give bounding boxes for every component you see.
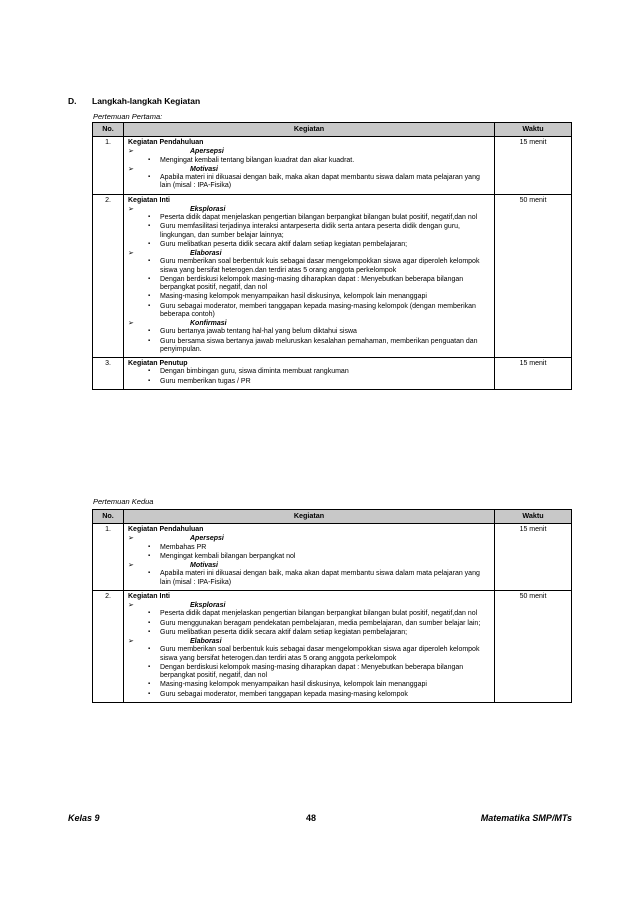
- square-bullet-icon: ▪: [148, 337, 151, 344]
- sub-phase-title: Konfirmasi: [190, 320, 227, 327]
- list-item: [148, 338, 490, 355]
- sub-phase: [128, 535, 490, 543]
- row-number: 2.: [93, 194, 124, 358]
- item-text: Apabila materi ini dikuasai dengan baik, maka akan dapat membantu siswa dalam mata pelajaran yang lain (misal : IPA-Fisika): [160, 174, 480, 190]
- row-number: 1.: [93, 137, 124, 195]
- table-header-row: [93, 123, 572, 137]
- row-time: 15 menit: [495, 137, 572, 195]
- list-item: [148, 293, 490, 301]
- header-no: No.: [93, 510, 124, 524]
- square-bullet-icon: ▪: [148, 681, 151, 688]
- table-row: [93, 590, 572, 702]
- item-text: Guru sebagai moderator, memberi tanggapan kepada masing-masing kelompok: [160, 690, 408, 698]
- table-row: [93, 194, 572, 358]
- sub-phase: [128, 250, 490, 258]
- square-bullet-icon: ▪: [148, 368, 151, 375]
- square-bullet-icon: ▪: [148, 619, 151, 626]
- item-text: Guru melibatkan peserta didik secara aktif dalam setiap kegiatan pembelajaran;: [160, 240, 408, 248]
- arrow-bullet-icon: ➢: [128, 148, 134, 156]
- item-text: Guru bersama siswa bertanya jawab meluruskan kesalahan pemahaman, memberikan penguatan dan penyimpulan.: [160, 337, 478, 353]
- square-bullet-icon: ▪: [148, 275, 151, 282]
- row-number: 1.: [93, 524, 124, 591]
- phase-title: Kegiatan Penutup: [128, 360, 188, 367]
- square-bullet-icon: ▪: [148, 646, 151, 653]
- section-letter: D.: [68, 96, 77, 106]
- phase-title: Kegiatan Inti: [128, 196, 171, 204]
- footer-class: Kelas 9: [68, 813, 100, 823]
- square-bullet-icon: ▪: [148, 302, 151, 309]
- meeting1-table: [92, 122, 572, 390]
- item-list: [128, 646, 490, 699]
- footer-subject: Matematika SMP/MTs: [480, 813, 572, 823]
- arrow-bullet-icon: ➢: [128, 205, 134, 213]
- list-item: [148, 378, 490, 386]
- sub-phase: [128, 320, 490, 328]
- sub-phase-title: Eksplorasi: [190, 602, 226, 609]
- square-bullet-icon: ▪: [148, 690, 151, 697]
- item-text: Guru memberikan soal berbentuk kuis sebagai dasar mengelompokkan siswa agar diperoleh kelompok siswa yang bersifat heterogen.dan terdiri atas 5 orang anggota perkelompok: [160, 258, 480, 274]
- list-item: [148, 303, 490, 320]
- phase-title: Kegiatan Inti: [128, 592, 171, 600]
- item-text: Guru melibatkan peserta didik secara aktif dalam setiap kegiatan pembelajaran;: [160, 628, 408, 636]
- meeting1-label: Pertemuan Pertama:: [93, 112, 163, 121]
- arrow-bullet-icon: ➢: [128, 562, 134, 569]
- header-time: Waktu: [495, 123, 572, 137]
- item-text: Dengan berdiskusi kelompok masing-masing diharapkan dapat : Menyebutkan beberapa bilangan berpangkat positif, negatif, dan nol: [160, 663, 464, 679]
- square-bullet-icon: ▪: [148, 223, 151, 230]
- list-item: [148, 664, 490, 681]
- item-text: Membahas PR: [160, 543, 207, 551]
- arrow-bullet-icon: ➢: [128, 320, 134, 327]
- arrow-bullet-icon: ➢: [128, 535, 134, 543]
- list-item: [148, 276, 490, 293]
- list-item: [148, 610, 490, 618]
- list-item: [148, 691, 490, 699]
- item-text: Mengingat kembali tentang bilangan kuadrat dan akar kuadrat.: [160, 156, 355, 164]
- list-item: [148, 570, 490, 587]
- square-bullet-icon: ▪: [148, 543, 151, 550]
- phase-title: Kegiatan Pendahuluan: [128, 526, 204, 533]
- list-item: [148, 620, 490, 628]
- section-heading: [68, 96, 200, 106]
- list-item: [148, 681, 490, 689]
- row-number: 3.: [93, 358, 124, 390]
- header-no: No.: [93, 123, 124, 137]
- sub-phase: [128, 206, 490, 214]
- row-activity: [124, 194, 495, 358]
- list-item: [148, 553, 490, 561]
- sub-phase-title: Motivasi: [190, 562, 219, 569]
- list-item: [148, 328, 490, 336]
- table-row: [93, 358, 572, 390]
- item-list: [128, 174, 490, 191]
- item-list: [128, 157, 490, 165]
- item-text: Guru memfasilitasi terjadinya interaksi antarpeserta didik serta antara peserta didik dengan guru, lingkungan, dan sumber belajar lainnya;: [160, 223, 460, 239]
- sub-phase: [128, 602, 490, 610]
- square-bullet-icon: ▪: [148, 258, 151, 265]
- item-text: Masing-masing kelompok menyampaikan hasil diskusinya, kelompok lain menanggapi: [160, 681, 427, 689]
- item-list: [128, 328, 490, 354]
- phase-title: Kegiatan Pendahuluan: [128, 139, 204, 146]
- list-item: [148, 258, 490, 275]
- item-text: Dengan berdiskusi kelompok masing-masing diharapkan dapat : Menyebutkan beberapa bilangan berpangkat positif, negatif, dan nol: [160, 275, 464, 291]
- row-time: 50 menit: [495, 194, 572, 358]
- row-activity: [124, 358, 495, 390]
- square-bullet-icon: ▪: [148, 628, 151, 635]
- list-item: [148, 241, 490, 249]
- list-item: [148, 544, 490, 552]
- sub-phase: [128, 148, 490, 156]
- list-item: [148, 629, 490, 637]
- item-text: Apabila materi ini dikuasai dengan baik, maka akan dapat membantu siswa dalam mata pelajaran yang lain (misal : IPA-Fisika): [160, 570, 480, 586]
- sub-phase: [128, 166, 490, 174]
- item-text: Guru sebagai moderator, memberi tanggapan kepada masing-masing kelompok (dengan memberikan beberapa contoh): [160, 302, 476, 318]
- sub-phase-title: Elaborasi: [190, 638, 222, 645]
- row-time: 15 menit: [495, 358, 572, 390]
- sub-phase: [128, 638, 490, 646]
- item-list: [128, 610, 490, 637]
- arrow-bullet-icon: ➢: [128, 638, 134, 645]
- square-bullet-icon: ▪: [148, 570, 151, 577]
- sub-phase-title: Apersepsi: [190, 535, 224, 543]
- header-time: Waktu: [495, 510, 572, 524]
- item-text: Peserta didik dapat menjelaskan pengertian bilangan berpangkat bilangan bulat positif, negatif,dan nol: [160, 610, 478, 618]
- meeting2-table: [92, 509, 572, 703]
- item-text: Guru bertanya jawab tentang hal-hal yang belum diktahui siswa: [160, 328, 357, 336]
- square-bullet-icon: ▪: [148, 663, 151, 670]
- sub-phase-title: Apersepsi: [190, 148, 224, 156]
- list-item: [148, 174, 490, 191]
- item-text: Peserta didik dapat menjelaskan pengertian bilangan berpangkat bilangan bulat positif, negatif,dan nol: [160, 214, 478, 221]
- square-bullet-icon: ▪: [148, 214, 151, 220]
- item-text: Masing-masing kelompok menyampaikan hasil diskusinya, kelompok lain menanggapi: [160, 293, 427, 301]
- list-item: [148, 214, 490, 222]
- square-bullet-icon: ▪: [148, 293, 151, 300]
- arrow-bullet-icon: ➢: [128, 602, 134, 609]
- square-bullet-icon: ▪: [148, 328, 151, 335]
- table-row: [93, 524, 572, 591]
- item-text: Guru memberikan tugas / PR: [160, 377, 251, 385]
- item-list: [128, 214, 490, 249]
- item-list: [128, 570, 490, 587]
- item-text: Mengingat kembali bilangan berpangkat nol: [160, 552, 296, 560]
- row-activity: [124, 590, 495, 702]
- section-title: Langkah-langkah Kegiatan: [92, 96, 201, 106]
- sub-phase-title: Elaborasi: [190, 250, 222, 257]
- square-bullet-icon: ▪: [148, 377, 151, 384]
- square-bullet-icon: ▪: [148, 552, 151, 559]
- item-text: Guru memberikan soal berbentuk kuis sebagai dasar mengelompokkan siswa agar diperoleh kelompok siswa yang bersifat heterogen.dan terdiri atas 5 orang anggota perkelompok: [160, 646, 480, 662]
- item-list: [128, 544, 490, 562]
- sub-phase: [128, 562, 490, 570]
- item-list: [128, 368, 490, 386]
- row-number: 2.: [93, 590, 124, 702]
- item-list: [128, 258, 490, 319]
- footer-page-number: 48: [306, 813, 317, 823]
- header-activity: Kegiatan: [124, 123, 495, 137]
- square-bullet-icon: ▪: [148, 156, 151, 163]
- sub-phase-title: Eksplorasi: [190, 205, 226, 213]
- table-header-row: [93, 510, 572, 524]
- item-text: Guru menggunakan beragam pendekatan pembelajaran, media pembelajaran, dan sumber belajar lain;: [160, 619, 481, 627]
- row-time: 15 menit: [495, 524, 572, 591]
- list-item: [148, 157, 490, 165]
- row-time: 50 menit: [495, 590, 572, 702]
- list-item: [148, 368, 490, 376]
- row-activity: [124, 137, 495, 195]
- sub-phase-title: Motivasi: [190, 165, 219, 173]
- meeting2-label: Pertemuan Kedua: [93, 497, 154, 506]
- row-activity: [124, 524, 495, 591]
- list-item: [148, 646, 490, 663]
- header-activity: Kegiatan: [124, 510, 495, 524]
- square-bullet-icon: ▪: [148, 174, 151, 180]
- item-text: Dengan bimbingan guru, siswa diminta membuat rangkuman: [160, 368, 349, 376]
- arrow-bullet-icon: ➢: [128, 165, 134, 173]
- arrow-bullet-icon: ➢: [128, 250, 134, 257]
- square-bullet-icon: ▪: [148, 240, 151, 247]
- table-row: [93, 137, 572, 195]
- list-item: [148, 223, 490, 240]
- square-bullet-icon: ▪: [148, 610, 151, 617]
